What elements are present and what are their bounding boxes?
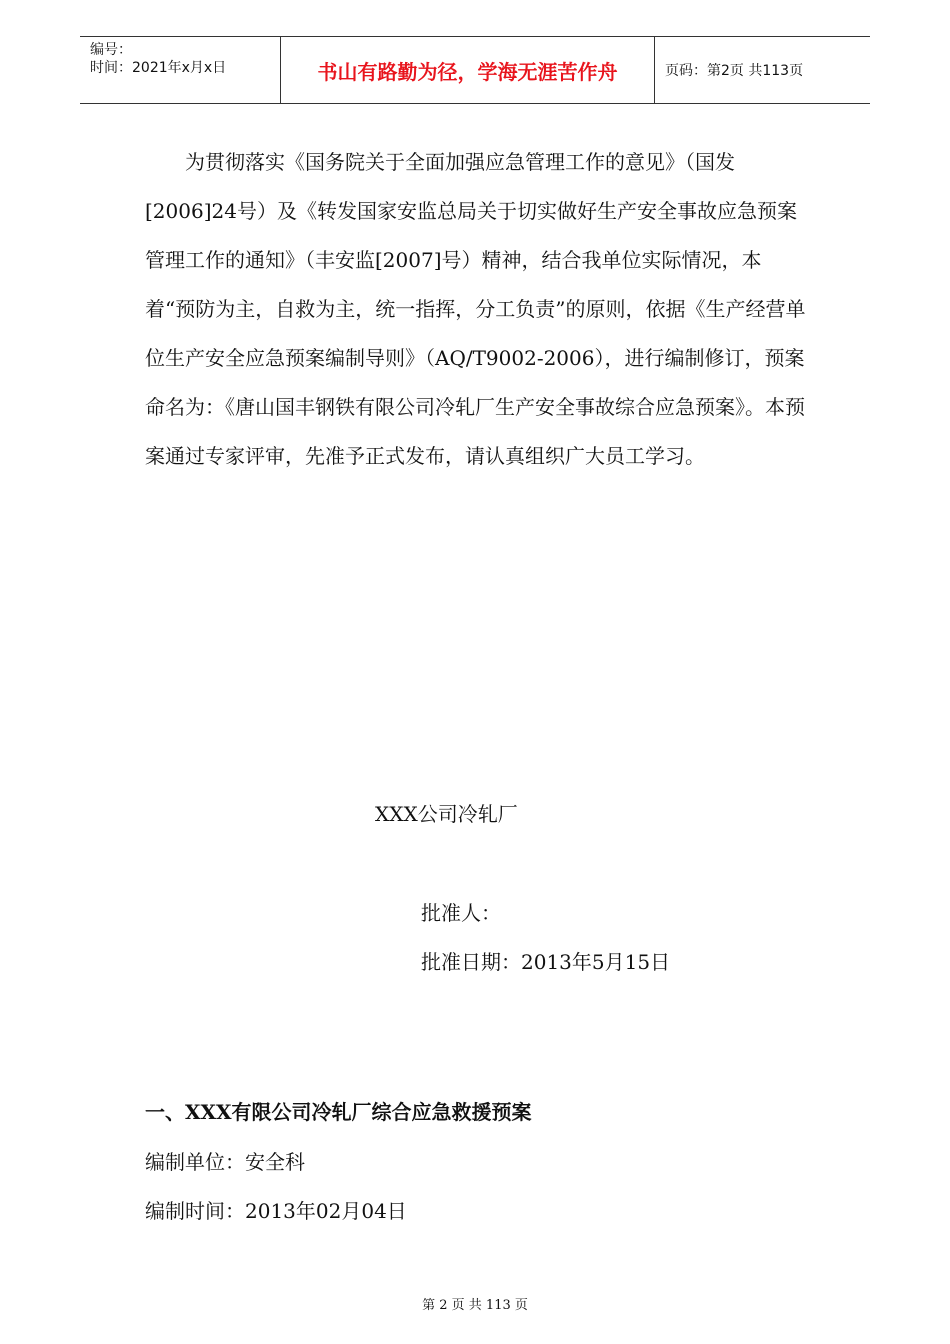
- section-unit: 编制单位：安全科: [145, 1150, 305, 1174]
- signature-approval-date: 批准日期：2013年5月15日: [421, 950, 671, 974]
- header-time-label: 时间：2021年x月x日: [90, 60, 227, 76]
- section-title: 一、XXX有限公司冷轧厂综合应急救援预案: [145, 1100, 532, 1124]
- header-motto: [281, 37, 655, 103]
- page-footer: 第 2 页 共 113 页: [422, 1298, 528, 1313]
- header-page-info-text: 页码：第2页 共113页: [665, 63, 804, 79]
- intro-paragraph: [145, 138, 807, 481]
- header-page-info: [655, 37, 870, 103]
- header-meta: [80, 37, 281, 103]
- signature-approver: 批准人：: [421, 901, 501, 925]
- signature-company: XXX公司冷轧厂: [375, 802, 518, 826]
- page-header: [80, 36, 870, 104]
- header-motto-text: 书山有路勤为径，学海无涯苦作舟: [317, 59, 618, 84]
- intro-paragraph-text: 为贯彻落实《国务院关于全面加强应急管理工作的意见》（国发[2006]24号）及《转发国家安监总局关于切实做好生产安全事故应急预案管理工作的通知》（丰安监[2007]号）精神，结合我单位实际情况，本着“预防为主，自救为主，统一指挥，分工负责”的原则，依据《生产经营单位生产安全应急预案编制导则》（AQ/T9002-2006），进行编制修订，预案命名为：《唐山国丰钢铁有限公司冷轧厂生产安全事故综合应急预案》。本预案通过专家评审，先准予正式发布，请认真组织广大员工学习。: [145, 150, 806, 468]
- section-time: 编制时间：2013年02月04日: [145, 1199, 407, 1223]
- header-number-label: 编号：: [90, 42, 132, 58]
